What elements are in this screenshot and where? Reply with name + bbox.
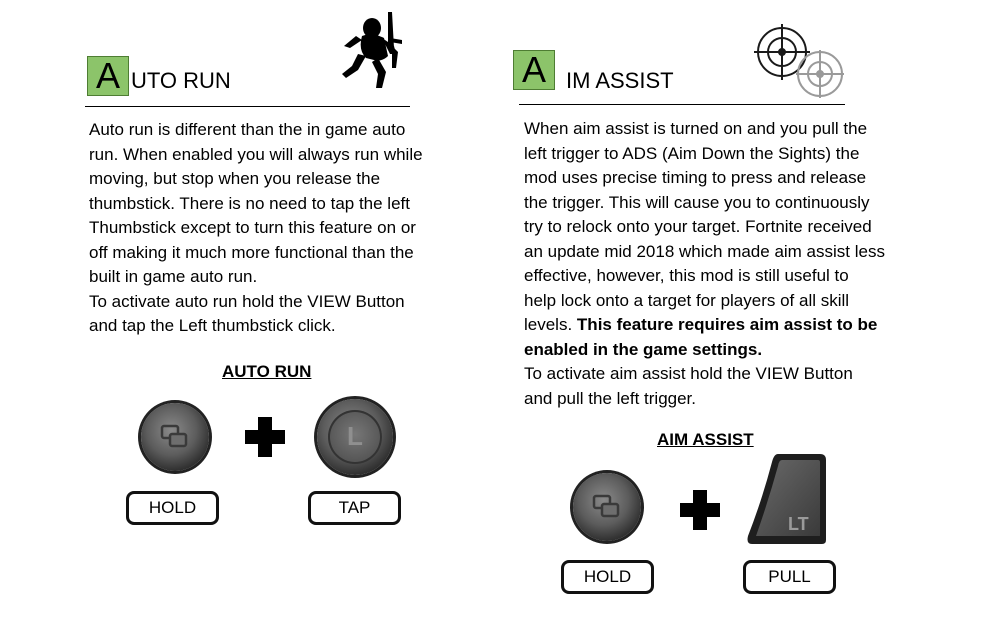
- aim-assist-line: left trigger to ADS (Aim Down the Sights) the: [524, 143, 860, 163]
- tap-label-box: TAP: [308, 491, 401, 525]
- aim-assist-line: try to relock onto your target. Fortnite received: [524, 217, 872, 236]
- auto-run-heading-rule: [85, 106, 410, 107]
- aim-assist-line: effective, however, this mod is still useful to: [524, 266, 849, 285]
- aim-assist-line: help lock onto a target for players of all skill: [524, 290, 850, 310]
- plus-icon: [245, 417, 285, 457]
- view-button-icon: [573, 473, 641, 541]
- trigger-label: LT: [788, 514, 809, 534]
- auto-run-line: built in game auto run.: [89, 267, 258, 286]
- auto-run-line: moving, but stop when you release the: [89, 169, 381, 188]
- auto-run-line: and tap the Left thumbstick click.: [89, 316, 336, 335]
- hold-label-box: HOLD: [126, 491, 219, 525]
- view-button-glyph: [592, 493, 622, 521]
- auto-run-heading: UTO RUN: [131, 68, 231, 93]
- auto-run-line: Auto run is different than the in game auto: [89, 120, 406, 139]
- left-trigger-icon: [744, 450, 830, 548]
- running-soldier-icon: [336, 8, 408, 92]
- auto-run-line: Thumbstick except to turn this feature on or: [89, 218, 416, 237]
- aim-assist-line: an update mid 2018 which made aim assist less: [524, 241, 885, 261]
- auto-run-combo-title: AUTO RUN: [222, 362, 312, 381]
- aim-assist-line: When aim assist is turned on and you pull the: [524, 119, 868, 138]
- aim-assist-initial-letter: A: [513, 50, 555, 90]
- auto-run-line: To activate auto run hold the VIEW Button: [89, 291, 405, 311]
- aim-assist-heading-rule: [519, 104, 845, 105]
- auto-run-line: thumbstick. There is no need to tap the left: [89, 193, 410, 213]
- hold-label-box: HOLD: [561, 560, 654, 594]
- view-button-glyph: [160, 423, 190, 451]
- aim-assist-line: the trigger. This will cause you to continuously: [524, 192, 870, 212]
- aim-assist-line: [524, 338, 885, 363]
- crosshair-scope-icon: [754, 24, 846, 100]
- aim-assist-requirement-text: This feature requires aim assist to be: [576, 315, 878, 334]
- aim-assist-line: mod uses precise timing to press and release: [524, 168, 867, 187]
- aim-assist-line: To activate aim assist hold the VIEW Button: [524, 364, 853, 383]
- aim-assist-combo-title: AIM ASSIST: [657, 430, 754, 449]
- aim-assist-line-plain: levels.: [524, 315, 577, 334]
- aim-assist-requirement-text: enabled in the game settings.: [524, 339, 763, 359]
- pull-label-box: PULL: [743, 560, 836, 594]
- auto-run-line: off making it much more functional than the: [89, 242, 414, 262]
- plus-icon: [680, 490, 720, 530]
- auto-run-line: run. When enabled you will always run while: [89, 144, 423, 164]
- auto-run-initial-letter: A: [87, 56, 129, 96]
- aim-assist-description: [524, 117, 885, 411]
- aim-assist-line: and pull the left trigger.: [524, 388, 697, 408]
- auto-run-description: [89, 118, 423, 339]
- thumbstick-label: L: [347, 421, 363, 451]
- aim-assist-heading: IM ASSIST: [566, 68, 674, 93]
- left-thumbstick-icon: [317, 399, 393, 475]
- aim-assist-line: [524, 313, 885, 338]
- view-button-icon: [141, 403, 209, 471]
